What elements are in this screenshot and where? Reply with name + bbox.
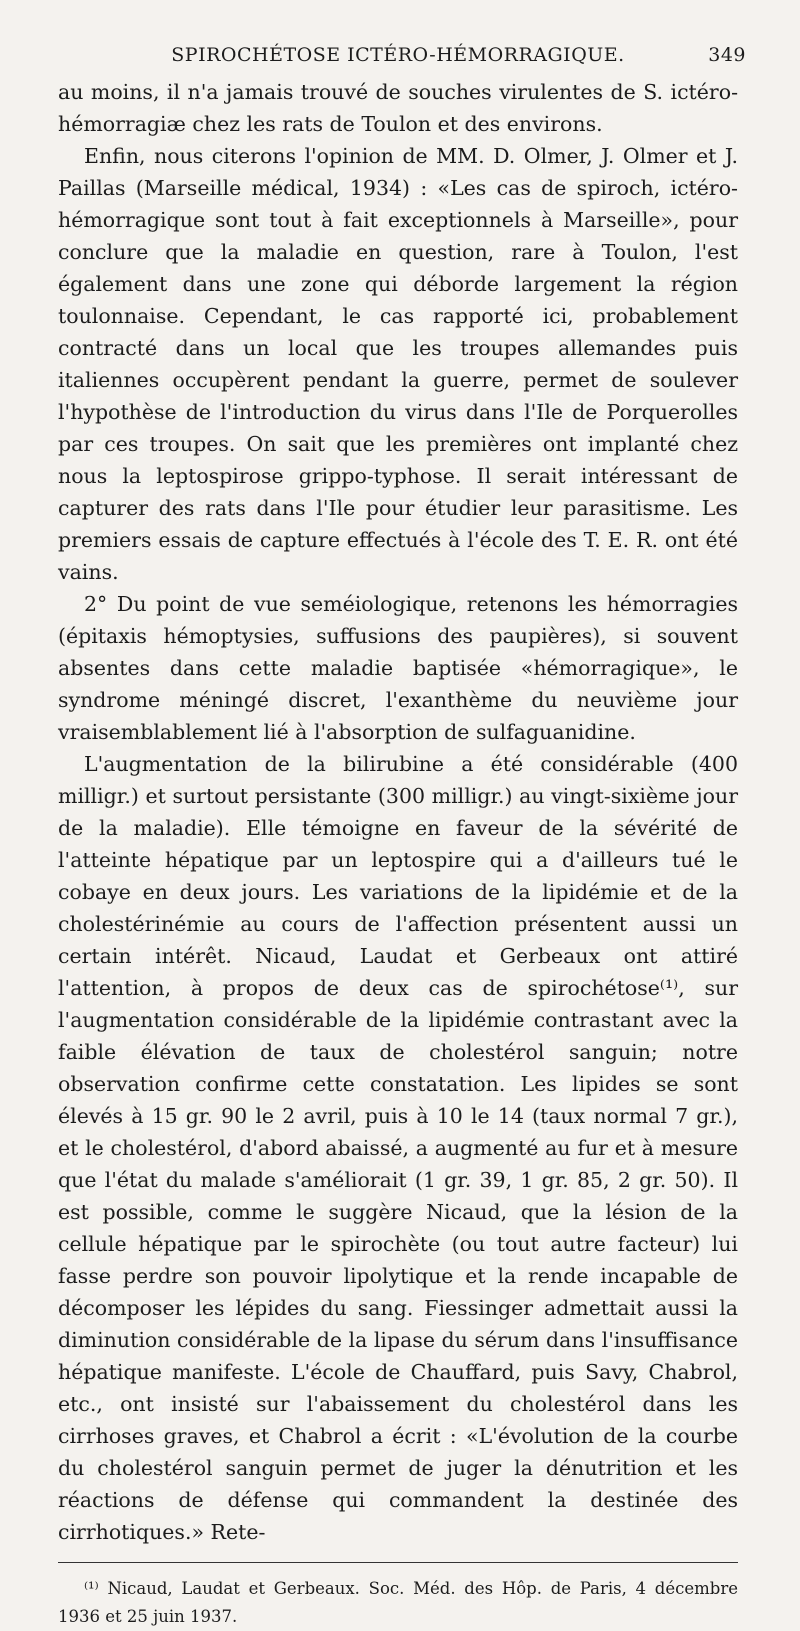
paragraph-2: Enfin, nous citerons l'opinion de MM. D. Olmer, J. Olmer et J. Paillas (Marseille médical, 1934) : «Les cas de spiroch, ictéro-hémorragique sont tout à fait exceptionnels à Marseille», pour conclure que la maladie en question, rare à Toulon, l'est également dans une zone qui déborde largement la région toulonnaise. Cependant, le cas rapporté ici, probablement contracté dans un local que les troupes allemandes puis italiennes occupèrent pendant la guerre, permet de soulever l'hypothèse de l'introduction du virus dans l'Ile de Porquerolles par ces troupes. On sait que les premières ont implanté chez nous la leptospirose grippo-typhose. Il serait intéressant de capturer des rats dans l'Ile pour étudier leur parasitisme. Les premiers essais de capture effectués à l'école des T. E. R. ont été vains. bbox=[58, 144, 738, 584]
footnote-rule bbox=[58, 1562, 738, 1563]
paragraph-4: L'augmentation de la bilirubine a été considérable (400 milligr.) et surtout persistante (300 milligr.) au vingt-sixième jour de la maladie). Elle témoigne en faveur de la sévérité de l'atteinte hépatique par un leptospire qui a d'ailleurs tué le cobaye en deux jours. Les variations de la lipidémie et de la cholestérinémie au cours de l'affection présentent aussi un certain intérêt. Nicaud, Laudat et Gerbeaux ont attiré l'attention, à propos de deux cas de spirochétose⁽¹⁾, sur l'augmentation considérable de la lipidémie contrastant avec la faible élévation de taux de cholestérol sanguin; notre observation confirme cette constatation. Les lipides se sont élevés à 15 gr. 90 le 2 avril, puis à 10 le 14 (taux normal 7 gr.), et le cholestérol, d'abord abaissé, a augmenté au fur et à mesure que l'état du malade s'améliorait (1 gr. 39, 1 gr. 85, 2 gr. 50). Il est possible, comme le suggère Nicaud, que la lésion de la cellule hépatique par le spirochète (ou tout autre facteur) lui fasse perdre son pouvoir lipolytique et la rende incapable de décomposer les lépides du sang. Fiessinger admettait aussi la diminution considérable de la lipase du sérum dans l'insuffisance hépatique manifeste. L'école de Chauffard, puis Savy, Chabrol, etc., ont insisté sur l'abaissement du cholestérol dans les cirrhoses graves, et Chabrol a écrit : «L'évolution de la courbe du cholestérol sanguin permet de juger la dénutrition et les réactions de défense qui commandent la destinée des cirrhotiques.» Rete- bbox=[58, 752, 738, 1544]
footnote: ⁽¹⁾ Nicaud, Laudat et Gerbeaux. Soc. Méd. des Hôp. de Paris, 4 décembre 1936 et 25 juin 1937. bbox=[58, 1579, 738, 1626]
paragraph-1: au moins, il n'a jamais trouvé de souches virulentes de S. ictéro-hémorragiæ chez les rats de Toulon et des environs. bbox=[58, 80, 738, 136]
running-title: SPIROCHÉTOSE ICTÉRO-HÉMORRAGIQUE. bbox=[171, 44, 625, 66]
page bbox=[58, 44, 746, 1631]
running-head bbox=[58, 44, 746, 76]
page-number: 349 bbox=[708, 44, 746, 66]
paragraph-3: 2° Du point de vue seméiologique, retenons les hémorragies (épitaxis hémoptysies, suffusions des paupières), si souvent absentes dans cette maladie baptisée «hémorragique», le syndrome méningé discret, l'exanthème du neuvième jour vraisemblablement lié à l'absorption de sulfaguanidine. bbox=[58, 592, 738, 744]
body-text bbox=[58, 76, 738, 1548]
